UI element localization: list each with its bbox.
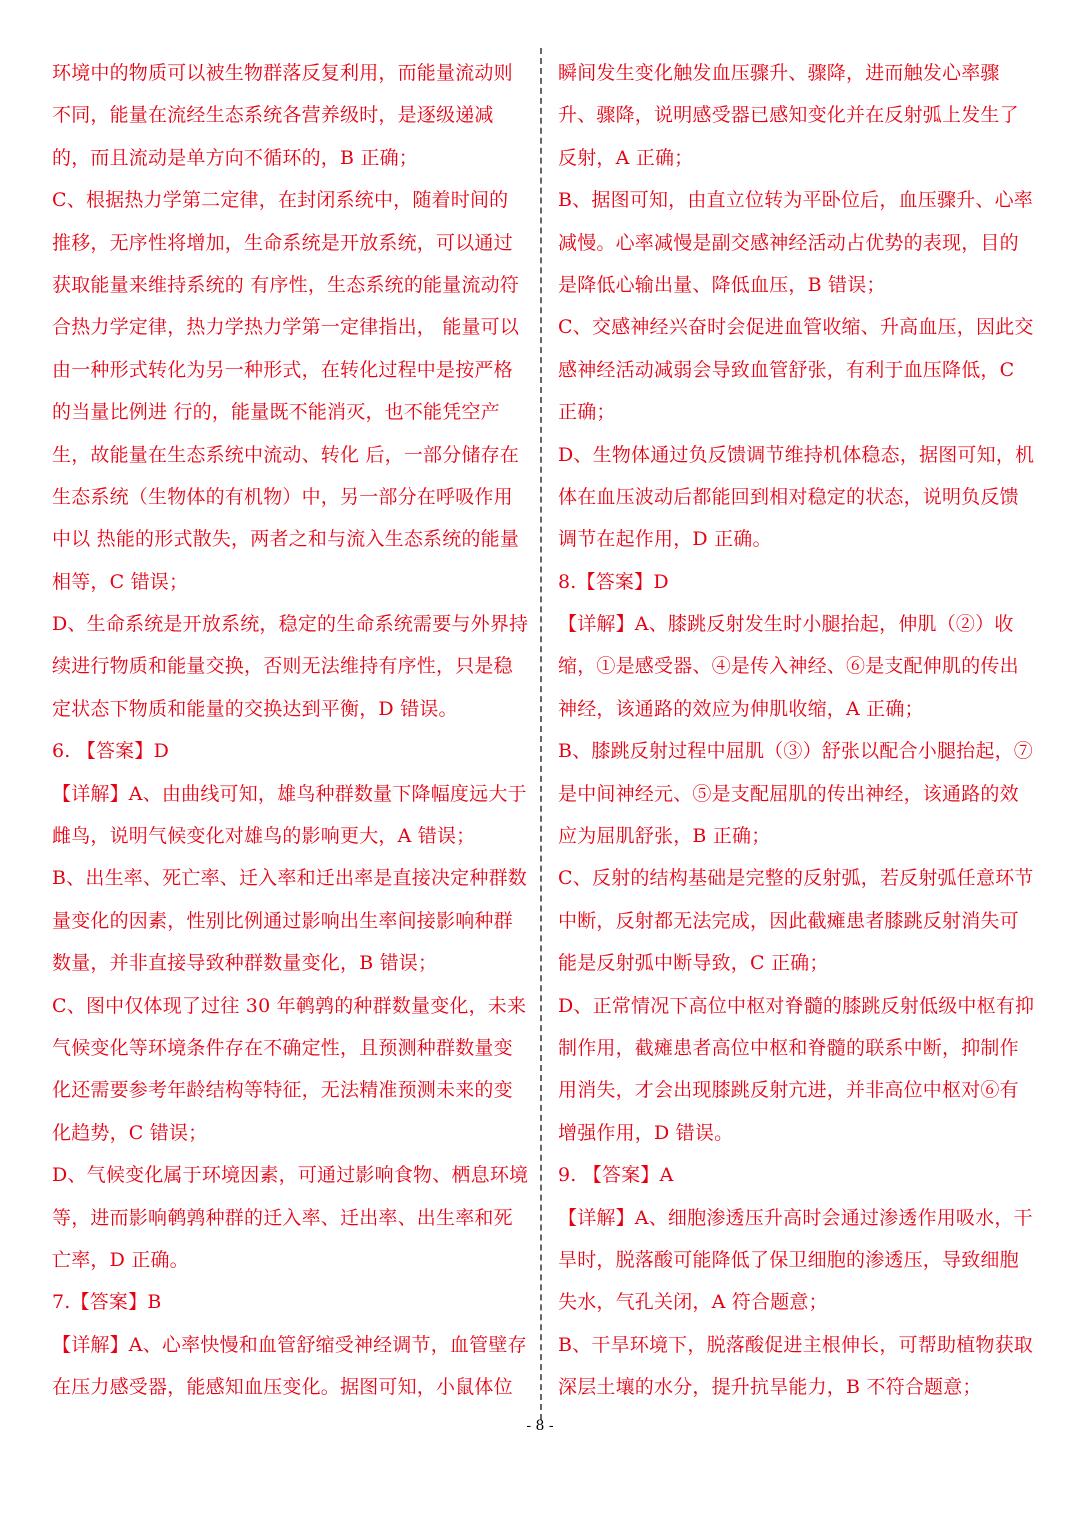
text-line: 反射，A 正确； bbox=[558, 146, 694, 169]
right-column bbox=[558, 52, 1033, 1409]
text-line: 生，故能量在生态系统中流动、转化 后，一部分储存在 bbox=[52, 443, 520, 466]
text-line: 制作用，截瘫患者高位中枢和脊髓的联系中断，抑制作 bbox=[558, 1036, 1019, 1059]
text-line: 应为屈肌舒张，B 正确； bbox=[558, 825, 771, 848]
text-line: 等，进而影响鹌鹑种群的迁入率、迁出率、出生率和死 bbox=[52, 1206, 513, 1229]
text-line: 生态系统（生物体的有机物）中，另一部分在呼吸作用 bbox=[52, 485, 513, 508]
text-line: 相等，C 错误； bbox=[52, 570, 189, 593]
text-line: D、生命系统是开放系统，稳定的生命系统需要与外界持 bbox=[52, 613, 529, 636]
answer-heading: 9. 【答案】A bbox=[558, 1164, 674, 1187]
text-line: 化趋势，C 错误； bbox=[52, 1121, 208, 1144]
text-line: C、交感神经兴奋时会促进血管收缩、升高血压，因此交 bbox=[558, 316, 1034, 339]
answer-heading: 7.【答案】B bbox=[52, 1291, 162, 1314]
text-line: C、图中仅体现了过往 30 年鹌鹑的种群数量变化，未来 bbox=[52, 994, 527, 1017]
text-line: D、气候变化属于环境因素，可通过影响食物、栖息环境 bbox=[52, 1164, 529, 1187]
text-line: 神经，该通路的效应为伸肌收缩，A 正确； bbox=[558, 697, 924, 720]
text-line: 瞬间发生变化触发血压骤升、骤降，进而触发心率骤 bbox=[558, 62, 1000, 84]
text-line: 【详解】A、细胞渗透压升高时会通过渗透作用吸水，干 bbox=[558, 1206, 1033, 1229]
text-line: 升、骤降，说明感受器已感知变化并在反射弧上发生了 bbox=[558, 104, 1019, 127]
text-line: 的，而且流动是单方向不循环的，B 正确； bbox=[52, 146, 419, 169]
text-line: 【详解】A、由曲线可知，雄鸟种群数量下降幅度远大于 bbox=[52, 782, 527, 805]
text-line: B、出生率、死亡率、迁入率和迁出率是直接决定种群数 bbox=[52, 867, 527, 890]
text-line: D、正常情况下高位中枢对脊髓的膝跳反射低级中枢有抑 bbox=[558, 994, 1035, 1017]
text-line: 推移，无序性将增加，生命系统是开放系统，可以通过 bbox=[52, 231, 513, 254]
text-line: 缩，①是感受器、④是传入神经、⑥是支配伸肌的传出 bbox=[558, 655, 1019, 678]
text-line: B、干旱环境下，脱落酸促进主根伸长，可帮助植物获取 bbox=[558, 1333, 1033, 1356]
text-line: 【详解】A、膝跳反射发生时小腿抬起，伸肌（②）收 bbox=[558, 613, 1014, 636]
text-line: 是降低心输出量、降低血压，B 错误； bbox=[558, 273, 886, 296]
left-column bbox=[52, 52, 529, 1409]
text-line: 调节在起作用，D 正确。 bbox=[558, 528, 772, 551]
text-line: 失水，气孔关闭，A 符合题意； bbox=[558, 1291, 828, 1314]
text-line: 旱时，脱落酸可能降低了保卫细胞的渗透压，导致细胞 bbox=[558, 1248, 1019, 1271]
text-line: 减慢。心率减慢是副交感神经活动占优势的表现，目的 bbox=[558, 231, 1019, 254]
text-line: 能是反射弧中断导致，C 正确； bbox=[558, 952, 829, 975]
text-line: 中断，反射都无法完成，因此截瘫患者膝跳反射消失可 bbox=[558, 909, 1019, 932]
text-line: 体在血压波动后都能回到相对稳定的状态，说明负反馈 bbox=[558, 485, 1019, 508]
text-line: 中以 热能的形式散失，两者之和与流入生态系统的能量 bbox=[52, 528, 520, 551]
text-line: 增强作用，D 错误。 bbox=[558, 1121, 734, 1144]
text-line: 不同，能量在流经生态系统各营养级时，是逐级递减 bbox=[52, 104, 494, 127]
text-line: 化还需要参考年龄结构等特征，无法精准预测未来的变 bbox=[52, 1079, 513, 1102]
text-line: 在压力感受器，能感知血压变化。据图可知，小鼠体位 bbox=[52, 1376, 513, 1399]
answer-heading: 6. 【答案】D bbox=[52, 740, 170, 763]
text-line: 定状态下物质和能量的交换达到平衡，D 错误。 bbox=[52, 697, 458, 720]
text-line: 获取能量来维持系统的 有序性，生态系统的能量流动符 bbox=[52, 273, 520, 296]
text-line: 亡率，D 正确。 bbox=[52, 1248, 189, 1271]
text-line: 续进行物质和能量交换，否则无法维持有序性，只是稳 bbox=[52, 655, 513, 678]
text-line: B、据图可知，由直立位转为平卧位后，血压骤升、心率 bbox=[558, 189, 1033, 212]
text-line: B、膝跳反射过程中屈肌（③）舒张以配合小腿抬起，⑦ bbox=[558, 740, 1033, 763]
column-divider bbox=[540, 48, 542, 1420]
text-line: 感神经活动减弱会导致血管舒张，有利于血压降低，C bbox=[558, 358, 1015, 381]
text-line: C、反射的结构基础是完整的反射弧，若反射弧任意环节 bbox=[558, 867, 1034, 890]
text-line: 正确； bbox=[558, 401, 616, 424]
text-line: C、根据热力学第二定律，在封闭系统中，随着时间的 bbox=[52, 189, 509, 212]
text-line: D、生物体通过负反馈调节维持机体稳态，据图可知，机 bbox=[558, 443, 1035, 466]
text-line: 【详解】A、心率快慢和血管舒缩受神经调节，血管壁存 bbox=[52, 1333, 527, 1356]
text-line: 环境中的物质可以被生物群落反复利用，而能量流动则 bbox=[52, 62, 513, 84]
text-line: 量变化的因素，性别比例通过影响出生率间接影响种群 bbox=[52, 909, 513, 932]
text-line: 数量，并非直接导致种群数量变化，B 错误； bbox=[52, 952, 438, 975]
page-number: - 8 - bbox=[526, 1418, 554, 1434]
text-line: 是中间神经元、⑤是支配屈肌的传出神经，该通路的效 bbox=[558, 782, 1019, 805]
text-line: 由一种形式转化为另一种形式，在转化过程中是按严格 bbox=[52, 358, 513, 381]
text-line: 雌鸟，说明气候变化对雄鸟的影响更大，A 错误； bbox=[52, 825, 476, 848]
text-line: 深层土壤的水分，提升抗旱能力，B 不符合题意； bbox=[558, 1376, 982, 1399]
text-line: 气候变化等环境条件存在不确定性，且预测种群数量变 bbox=[52, 1036, 513, 1059]
text-line: 的当量比例进 行的，能量既不能消灭，也不能凭空产 bbox=[52, 401, 500, 424]
answer-heading: 8.【答案】D bbox=[558, 570, 669, 593]
text-line: 合热力学定律，热力学热力学第一定律指出， 能量可以 bbox=[52, 316, 520, 339]
text-line: 用消失，才会出现膝跳反射亢进，并非高位中枢对⑥有 bbox=[558, 1079, 1019, 1102]
